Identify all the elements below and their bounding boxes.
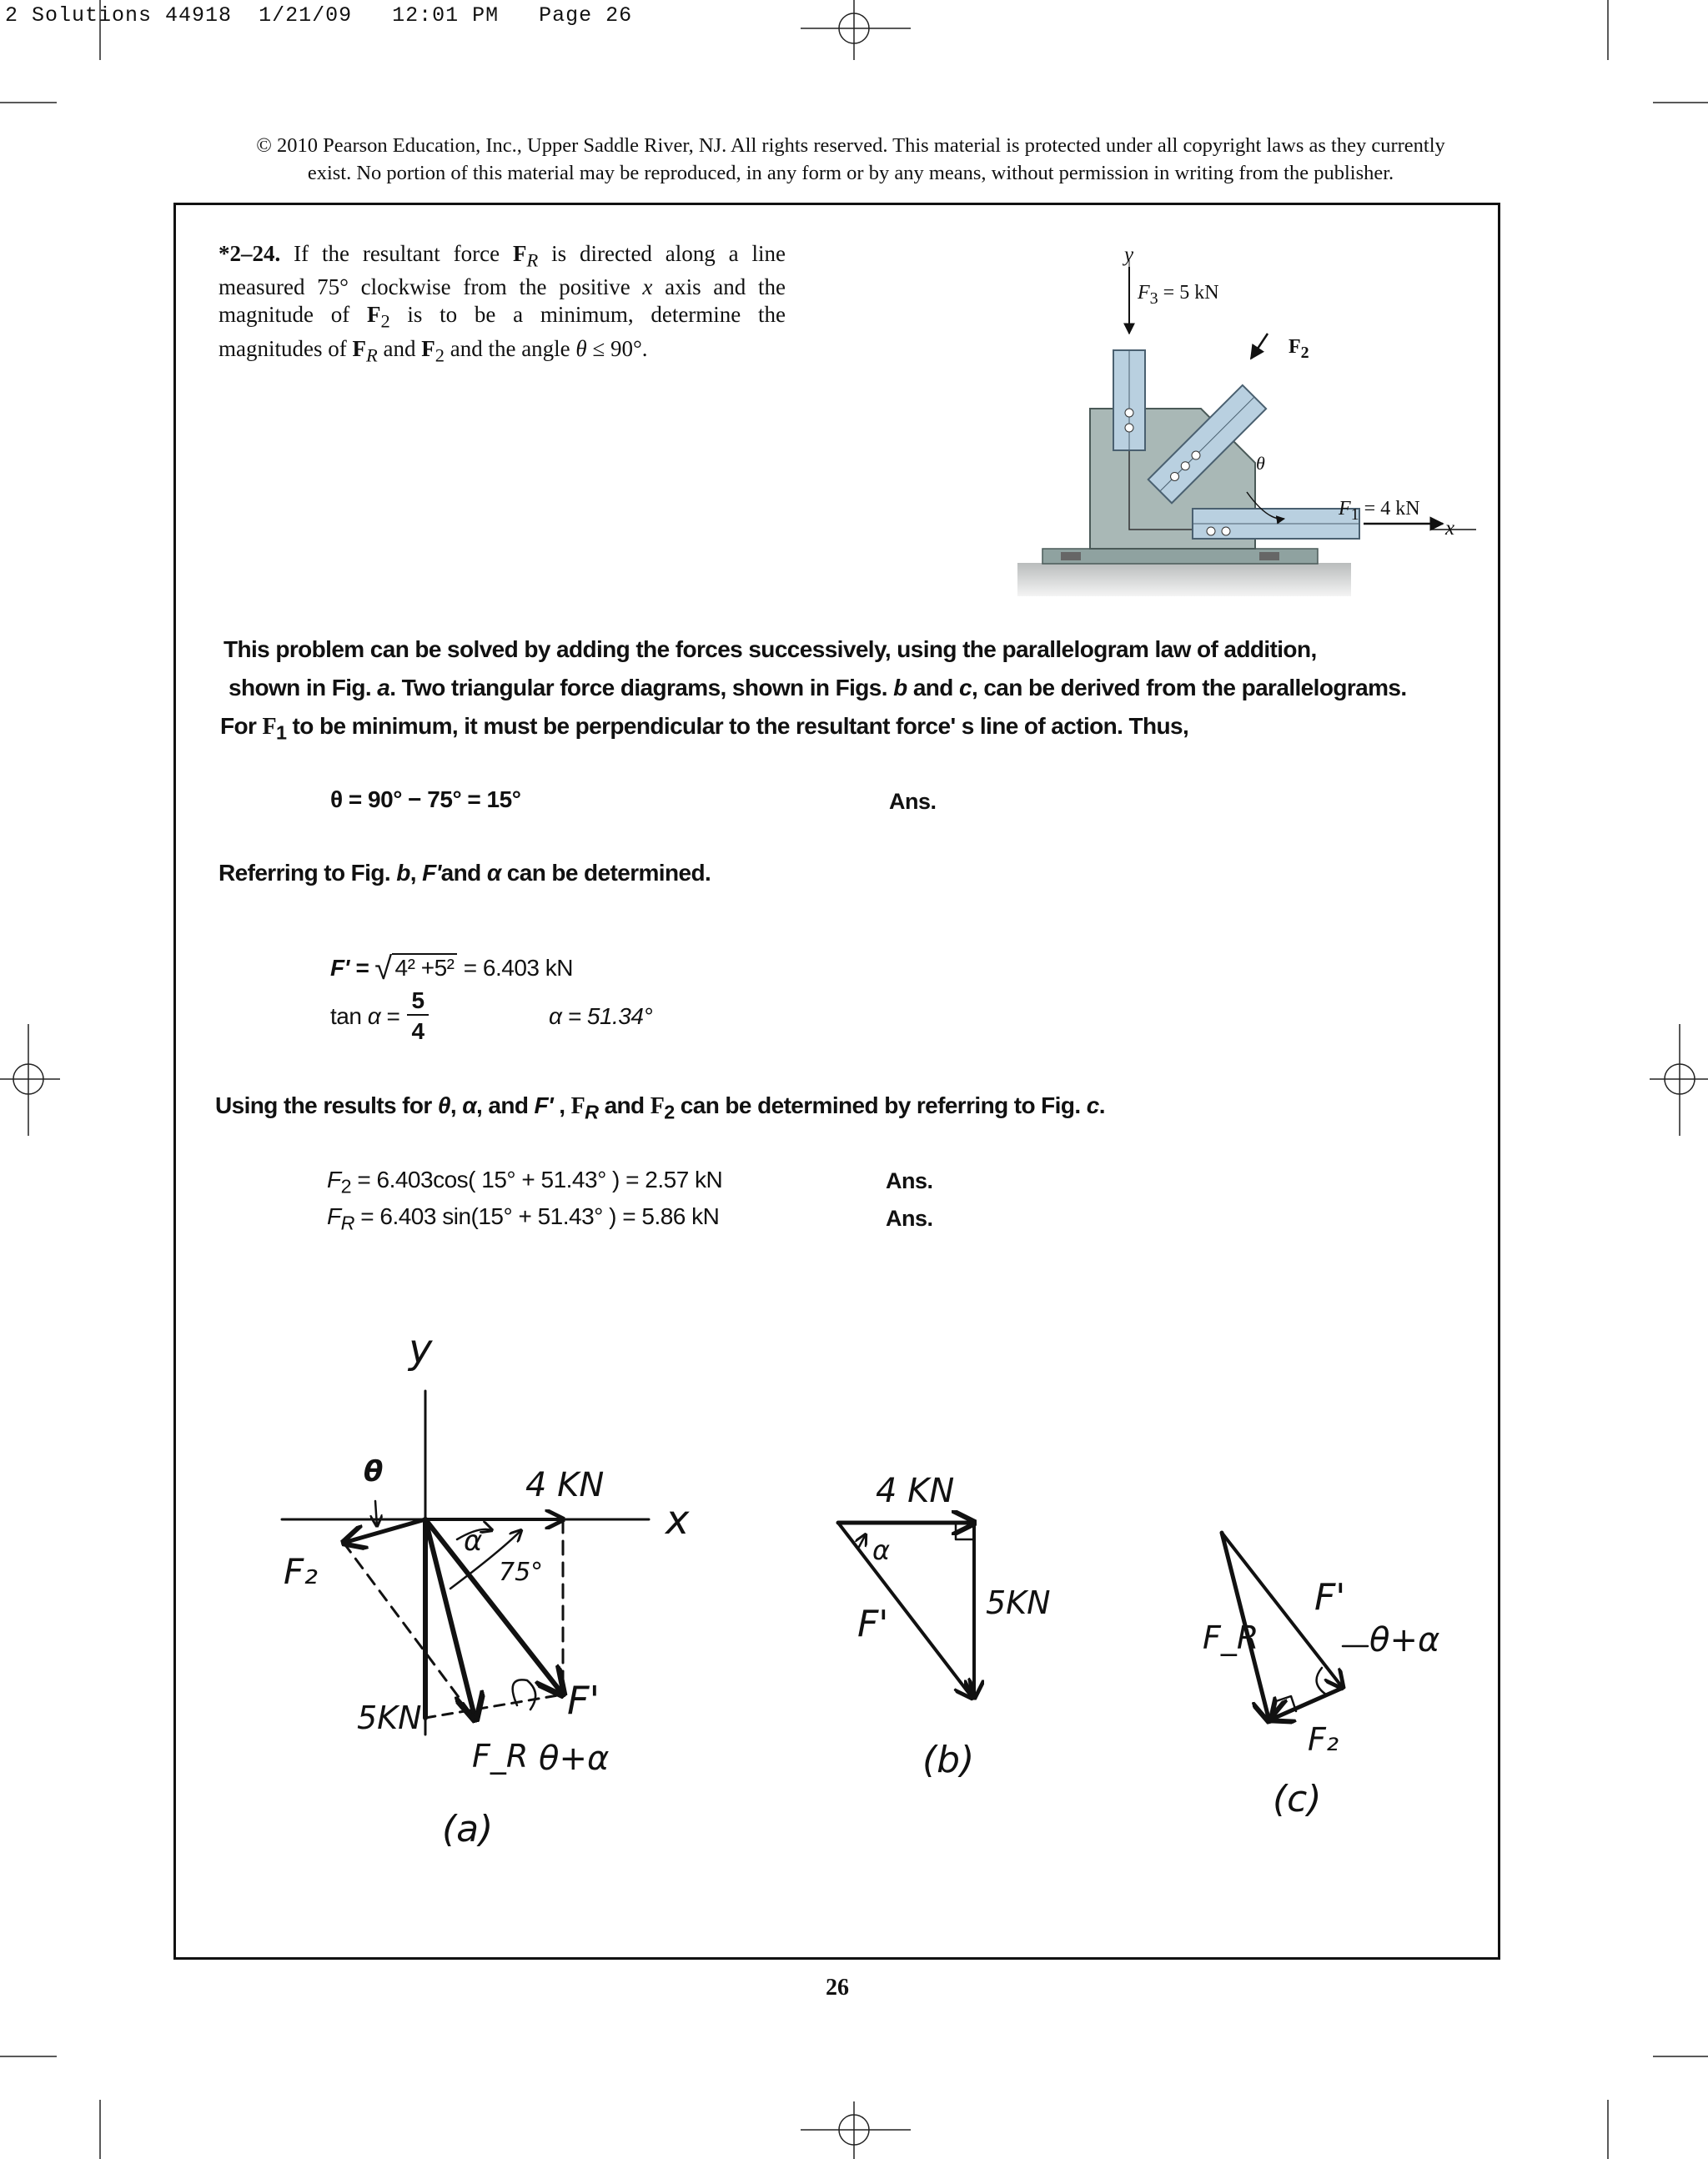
problem-number: *2–24. bbox=[219, 241, 281, 266]
print-time: 12:01 PM bbox=[392, 3, 500, 28]
fr-symbol: $F_R$ bbox=[512, 241, 539, 271]
solution-para1-line1: This problem can be solved by adding the forces successively, using the parallelogram law of addition, bbox=[224, 636, 1317, 662]
eq-tan-num: 5 bbox=[407, 987, 429, 1016]
fig-f1-label: $F_1 = 4$ kN bbox=[1339, 498, 1420, 524]
solution-para1-line2: shown in Fig. a. Two triangular force diagrams, shown in Figs. b and c, can be derived from the parallelograms. bbox=[229, 675, 1407, 700]
eq-alpha: α = 51.34° bbox=[549, 1003, 653, 1029]
sketch-c-f2 bbox=[1271, 1688, 1343, 1720]
sketch-a-theta-arrow bbox=[375, 1501, 377, 1526]
sketch-b-fprime-label: F' bbox=[857, 1603, 889, 1645]
eq-fprime: F' = √ 4² +5² = 6.403 kN bbox=[330, 951, 573, 987]
fig-y-label: y bbox=[1124, 244, 1134, 266]
ans-f2: Ans. bbox=[886, 1168, 933, 1193]
fr-symbol-2: $F_R$ bbox=[352, 335, 378, 366]
sketch-a-f2-label: F₂ bbox=[284, 1551, 318, 1592]
print-file: 2 Solutions 44918 bbox=[5, 3, 233, 28]
solution-para3: Using the results for θ, α, and F' , $F_R$ and $F_2$ can be determined by referring to Fig. c. bbox=[215, 1092, 1105, 1123]
sketch-a-dash-2 bbox=[425, 1695, 563, 1718]
problem-text-7: ≤ 90°. bbox=[586, 335, 648, 361]
sketch-a-5kn-label: 5KN bbox=[357, 1700, 422, 1736]
eq-f2: $F_2 = 6.403\cos$( 15° + 51.43° ) = 2.57 kN bbox=[327, 1167, 723, 1197]
ans-fr: Ans. bbox=[886, 1206, 933, 1231]
sketch-b-alpha-arrow bbox=[859, 1534, 866, 1547]
copyright-line-1: © 2010 Pearson Education, Inc., Upper Saddle River, NJ. All rights reserved. This material is protected under all copyright laws as they currently bbox=[256, 134, 1445, 157]
sketch-a-thetaalpha-arc bbox=[513, 1680, 535, 1710]
solution-para2: Referring to Fig. b, F'and α can be determined. bbox=[219, 860, 711, 886]
problem-text-5: and bbox=[377, 335, 422, 361]
sketch-b-alpha-label: α bbox=[872, 1534, 891, 1566]
sketch-c-fprime-label: F' bbox=[1314, 1576, 1346, 1619]
problem-text-6: and the angle bbox=[444, 335, 576, 361]
fig-f3-label: $F_3 = 5$ kN bbox=[1138, 282, 1219, 308]
fig-f2-label: $F_2$ bbox=[1289, 336, 1309, 362]
problem-text-2: is directed along a line measured 75° clockwise from the positive bbox=[219, 241, 786, 300]
sketch-a-fr-label: F_R bbox=[472, 1738, 529, 1775]
sketch-a-fprime-label: F' bbox=[567, 1678, 600, 1723]
sketch-a-thetaalpha-label: θ+α bbox=[539, 1740, 610, 1778]
eq-theta: θ = 90° − 75° = 15° bbox=[330, 786, 521, 812]
ans-theta: Ans. bbox=[889, 789, 937, 814]
sketch-c-thetaalpha-arc bbox=[1317, 1668, 1326, 1695]
sketch-a-75-label: 75° bbox=[499, 1558, 544, 1587]
sketch-a-4kn-label: 4 KN bbox=[525, 1466, 605, 1504]
eq-tan-den: 4 bbox=[411, 1018, 424, 1044]
page-number: 26 bbox=[826, 1975, 849, 2001]
solution-para1-line3: For $F_1$ to be minimum, it must be perpendicular to the resultant force' s line of action. Thus, bbox=[220, 713, 1189, 744]
sketch-a-y-label: y bbox=[409, 1326, 433, 1373]
theta-var: θ bbox=[575, 335, 587, 361]
sketch-b-5kn-label: 5KN bbox=[986, 1584, 1051, 1621]
problem-text-1: If the resultant force bbox=[280, 241, 513, 266]
sketch-b-right-angle bbox=[956, 1523, 974, 1539]
sketch-a-x-label: x bbox=[666, 1497, 690, 1544]
sketch-a-f2 bbox=[344, 1519, 425, 1543]
copyright-line-2: exist. No portion of this material may be reproduced, in any form or by any means, without permission in writing from the publisher. bbox=[307, 162, 1394, 184]
sketch-c-caption: (c) bbox=[1273, 1778, 1322, 1820]
sketch-b-4kn-label: 4 KN bbox=[876, 1472, 955, 1510]
sketch-c-f2-label: F₂ bbox=[1308, 1721, 1339, 1758]
sqrt-sign: √ bbox=[374, 951, 392, 987]
fig-theta-label: θ bbox=[1256, 453, 1265, 474]
sketch-c-fr-label: F_R bbox=[1203, 1619, 1259, 1656]
print-page: Page 26 bbox=[539, 3, 633, 28]
problem-text-4: is to be a minimum, determine the magnitudes of bbox=[219, 302, 786, 361]
problem-text-3: axis and the magnitude of bbox=[219, 274, 786, 328]
sketch-b-caption: (b) bbox=[922, 1739, 975, 1781]
print-date: 1/21/09 bbox=[259, 3, 353, 28]
eq-fr: $F_R = 6.403$ sin(15° + 51.43° ) = 5.86 kN bbox=[327, 1203, 720, 1234]
fig-x-label: x bbox=[1445, 517, 1455, 540]
sketch-a-theta-label: θ bbox=[364, 1455, 384, 1489]
eq-tan-alpha: tan α = bbox=[330, 1003, 400, 1029]
sketch-a-alpha-label: α bbox=[464, 1524, 483, 1558]
sketch-c-thetaalpha-label: θ+α bbox=[1369, 1621, 1440, 1659]
x-var: x bbox=[642, 274, 653, 300]
f2-symbol: $F_2$ bbox=[366, 302, 390, 332]
f2-symbol-2: $F_2$ bbox=[421, 335, 445, 366]
sketch-a-caption: (a) bbox=[442, 1808, 494, 1850]
